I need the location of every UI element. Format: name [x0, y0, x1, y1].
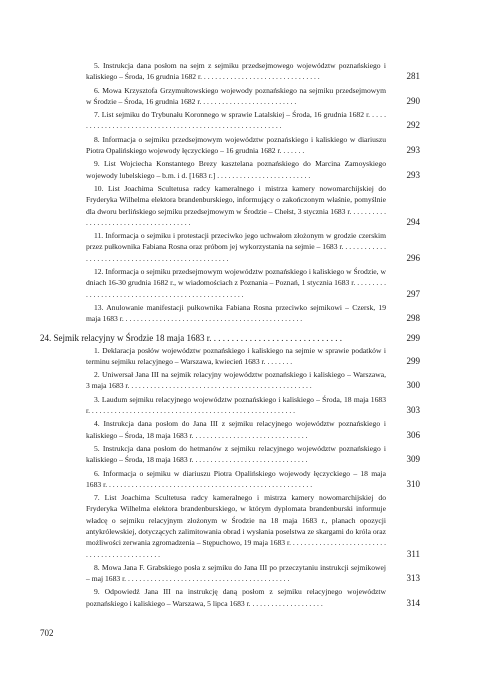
toc-entry — [40, 158, 420, 181]
entry-page: 313 — [406, 573, 420, 584]
entry-title: 8. Informacja o sejmiku przedsejmowym województw poznańskiego i kaliskiego w diariuszu Piotra Opalińskiego wojewody łęczyckiego – 16 grudnia 1682 r. . . . . . . — [86, 134, 386, 156]
toc-entry — [40, 586, 420, 609]
entry-page: 310 — [406, 478, 420, 489]
table-of-contents — [40, 60, 420, 609]
section-title: 24. Sejmik relacyjny w Środzie 18 maja 1683 r. . . . . . . . . . . . . . . . . . . . . . . . . . . . . . — [40, 332, 342, 343]
entry-page: 309 — [406, 454, 420, 465]
entry-page: 293 — [406, 145, 420, 156]
entry-page: 311 — [406, 548, 420, 559]
entry-title: 5. Instrukcja dana posłom na sejm z sejmiku przedsejmowego województw poznańskiego i kaliskiego – Środa, 16 grudnia 1682 r. . . . . . . . . . . . . . . . . . . . . . . . . . . . . . . . — [86, 61, 386, 82]
toc-entry — [40, 266, 420, 300]
entry-title: 8. Mowa Jana F. Grabskiego posła z sejmiku do Jana III po przeczytaniu instrukcji sejmikowej – maj 1683 r. . . . . . . . . . . . . . . . . . . . . . . . . . . . . . . . . . . . . . . . . . . . — [86, 562, 386, 584]
entry-title: 9. List Wojciecha Konstantego Brezy kasztelana poznańskiego do Marcina Zamoyskiego wojewody lubelskiego – b.m. i d. [1683 r.] . . . . . . . . . . . . . . . . . . . . . . . . . — [86, 159, 386, 180]
entry-title: 9. Odpowiedź Jana III na instrukcję daną posłom z sejmiku relacyjnego województw poznańskiego i kaliskiego – Warszawa, 5 lipca 1683 r. . . . . . . . . . . . . . . . . . . . — [86, 587, 386, 608]
section-page: 299 — [406, 332, 420, 343]
toc-entry — [40, 369, 420, 392]
toc-entry — [40, 492, 420, 560]
entry-title: 4. Instrukcja dana posłom do Jana III z sejmiku relacyjnego województw poznańskiego i kaliskiego – Środa, 18 maja 1683 r. . . . . . . . . . . . . . . . . . . . . . . . . . . . . . . — [86, 419, 386, 440]
entry-title: 1. Deklaracja posłów województw poznańskiego i kaliskiego na sejmie w sprawie podatków i terminu sejmiku relacyjnego – Warszawa, kwiecień 1683 r. . . . . . . . — [86, 345, 386, 366]
toc-entry — [40, 134, 420, 157]
entry-title: 10. List Joachima Scultetusa radcy kameralnego i mistrza kamery nowomarchijskiej do Fryderyka Wilhelma elektora brandenburskiego, informujący o zakończonym właśnie, pomyślnie dla dworu berlińskiego sejmiku przedsejmowym w Środzie – Chełst, 3 stycznia 1683 r. . . . . . . . . . . . . . . . . . . . . . . . . . . . . . . . . . . . . . — [86, 183, 386, 227]
page-number: 702 — [40, 628, 54, 638]
entry-page: 298 — [406, 313, 420, 324]
toc-entry — [40, 183, 420, 228]
entry-page: 281 — [406, 71, 420, 82]
toc-entry — [40, 394, 420, 417]
toc-entry — [40, 109, 420, 132]
entry-page: 314 — [406, 597, 420, 608]
entry-page: 297 — [406, 288, 420, 299]
toc-entry — [40, 443, 420, 466]
entries-group-previous-section — [40, 60, 420, 325]
entry-page: 299 — [406, 355, 420, 366]
entry-title: 13. Anulowanie manifestacji pułkownika Fabiana Rosna przeciwko sejmikowi – Czersk, 19 maja 1683 r. . . . . . . . . . . . . . . . . . . . . . . . . . . . . . . . . . . . . . . . . . . . . . . . — [86, 302, 386, 324]
toc-entry — [40, 230, 420, 264]
entry-title: 6. Informacja o sejmiku w diariuszu Piotra Opalińskiego wojewody łęczyckiego – 18 maja 1683 r. . . . . . . . . . . . . . . . . . . . . . . . . . . . . . . . . . . . . . . . . . . . . . . . . . . . . . . — [86, 468, 386, 489]
entry-page: 296 — [406, 252, 420, 263]
entry-page: 306 — [406, 429, 420, 440]
toc-entry — [40, 418, 420, 441]
toc-entry — [40, 345, 420, 368]
entry-page: 292 — [406, 120, 420, 131]
entries-group-section-24 — [40, 345, 420, 610]
toc-entry — [40, 302, 420, 325]
entry-page: 294 — [406, 216, 420, 227]
entry-title: 3. Laudum sejmiku relacyjnego województw poznańskiego i kaliskiego – Środa, 18 maja 1683 r. . . . . . . . . . . . . . . . . . . . . . . . . . . . . . . . . . . . . . . . . . . . . . . . . . . . . . . — [86, 394, 386, 416]
toc-entry — [40, 562, 420, 585]
entry-title: 7. List Joachima Scultetusa radcy kameralnego i mistrza kamery nowomarchijskiej do Fryderyka Wilhelma elektora brandenburskiego, w którym dyplomata brandenburski informuje władcę o sejmiku relacyjnym złożonym w Środzie na 18 maja 1683 r., planach opozycji antykrólewskiej, dotyczących zalimitowania obrad i wysłania poselstwa ze skargami do króla oraz możliwości zerwania zgromadzenia – Stępuchowo, 19 maja 1683 r. . . . . . . . . . . . . . . . . . . . . . . . . . . . . . . . . . . . . . . . . . . . . . — [86, 493, 386, 559]
entry-title: 6. Mowa Krzysztofa Grzymułtowskiego wojewody poznańskiego na sejmiku przedsejmowym w Środzie – Środa, 16 grudnia 1682 r. . . . . . . . . . . . . . . . . . . . . . . . . . — [86, 85, 386, 106]
entry-title: 2. Uniwersał Jana III na sejmik relacyjny województw poznańskiego i kaliskiego – Warszawa, 3 maja 1683 r. . . . . . . . . . . . . . . . . . . . . . . . . . . . . . . . . . . . . . . . . . . . . . . . . — [86, 370, 386, 391]
entry-title: 7. List sejmiku do Trybunału Koronnego w sprawie Latalskiej – Środa, 16 grudnia 1682 r. . . . . . . . . . . . . . . . . . . . . . . . . . . . . . . . . . . . . . . . . . . . . . . . . . . . . . . . . — [86, 110, 386, 131]
entry-page: 290 — [406, 95, 420, 106]
entry-title: 11. Informacja o sejmiku i protestacji przeciwko jego uchwałom złożonym w grodzie czerskim przez pułkownika Fabiana Rosna oraz próbom jej wykorzystania na sejmie – 1683 r. . . . . . . . . . . . . . . . . . . . . . . . . . . . . . . . . . . . . . . . . . . . . . . . . . — [86, 231, 386, 263]
entry-title: 5. Instrukcja dana posłom do hetmanów z sejmiku relacyjnego województw poznańskiego i kaliskiego – Środa, 18 maja 1683 r. . . . . . . . . . . . . . . . . . . . . . . . . . . . . . . — [86, 443, 386, 465]
section-heading — [40, 332, 420, 345]
toc-entry — [40, 60, 420, 83]
toc-entry — [40, 468, 420, 491]
toc-entry — [40, 85, 420, 108]
entry-page: 303 — [406, 405, 420, 416]
entry-page: 300 — [406, 380, 420, 391]
entry-title: 12. Informacja o sejmiku przedsejmowym województw poznańskiego i kaliskiego w Środzie, w dniach 16-30 grudnia 1682 r., w wiadomościach z Poznania – Poznań, 1 stycznia 1683 r. . . . . . . . . . . . . . . . . . . . . . . . . . . . . . . . . . . . . . . . . . . . . . . . . . . — [86, 267, 386, 299]
entry-page: 293 — [406, 169, 420, 180]
